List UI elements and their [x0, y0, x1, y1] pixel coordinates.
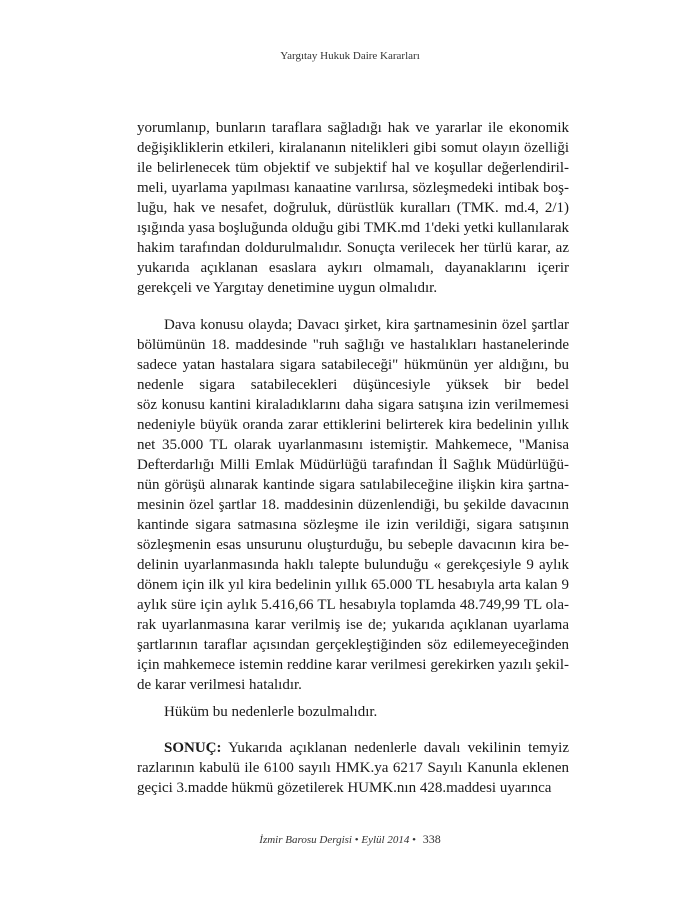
text-line	[137, 435, 569, 455]
line-text: yukarıda açıklanan esaslara aykırı olmamalı, dayanaklarını içerir	[137, 260, 569, 276]
page-footer	[0, 832, 700, 847]
line-text: Hüküm bu nedenlerle bozulmalıdır.	[164, 704, 378, 720]
text-line	[137, 475, 569, 495]
text-line	[137, 778, 569, 798]
line-text: nün görüşü alınarak kantinde sigara satılabileceğine ilişkin kira şartna-	[137, 477, 569, 493]
line-text: Yukarıda açıklanan nedenlerle davalı vekilinin temyiz	[228, 740, 569, 756]
page-number: 338	[422, 832, 441, 846]
journal-name: İzmir Barosu Dergisi	[259, 834, 352, 846]
text-line	[137, 375, 569, 395]
line-text: şartlarının taraflar açısından gerçekleştiğinden söz edilemeyeceğinden	[137, 637, 569, 653]
text-line	[137, 238, 569, 258]
conclusion-label: SONUÇ:	[164, 740, 222, 756]
text-line	[137, 315, 569, 335]
line-text: net 35.000 TL olarak uyarlanmasını istemiştir. Mahkemece, "Manisa	[137, 437, 569, 453]
text-line	[137, 178, 569, 198]
line-text: nedenle sigara satabilecekleri düşüncesiyle yüksek bir bedel	[137, 377, 569, 393]
line-text: aylık süre için aylık 5.416,66 TL hesabıyla toplamda 48.749,99 TL ola-	[137, 597, 569, 613]
text-line	[137, 335, 569, 355]
text-line	[137, 535, 569, 555]
text-line	[137, 575, 569, 595]
line-text: delinin uyarlanmasında haklı talepte bulunduğu « gerekçesiyle 9 aylık	[137, 557, 569, 573]
line-text: söz konusu kantini kiraladıklarını daha sigara satışına izin verilmemesi	[137, 397, 569, 413]
text-line	[137, 555, 569, 575]
text-line	[137, 158, 569, 178]
text-line	[137, 395, 569, 415]
text-line	[137, 595, 569, 615]
running-header: Yargıtay Hukuk Daire Kararları	[280, 50, 420, 62]
line-text: hakim tarafından doldurulmalıdır. Sonuçta verilecek her türlü karar, az	[137, 240, 569, 256]
text-line	[137, 455, 569, 475]
text-line	[137, 415, 569, 435]
line-text: değişikliklerin etkileri, kiralananın nitelikleri gibi somut olayın özelliği	[137, 140, 569, 156]
line-text: kantinde sigara satmasına sözleşme ile izin verildiği, sigara satışının	[137, 517, 569, 533]
line-text: geçici 3.madde hükmü gözetilerek HUMK.nın 428.maddesi uyarınca	[137, 780, 552, 796]
line-text: sadece yatan hastalara sigara satabileceği" hükmünün yer aldığını, bu	[137, 357, 569, 373]
text-line	[137, 758, 569, 778]
paragraph-3	[137, 702, 569, 722]
line-text: ışığında yasa boşluğunda olduğu gibi TMK.md 1'deki yetki kullanılarak	[137, 220, 569, 236]
text-line	[137, 635, 569, 655]
text-line	[137, 198, 569, 218]
text-line	[137, 355, 569, 375]
text-line	[137, 675, 569, 695]
line-text: razlarının kabulü ile 6100 sayılı HMK.ya 6217 Sayılı Kanunla eklenen	[137, 760, 569, 776]
text-line	[137, 138, 569, 158]
text-line	[137, 118, 569, 138]
line-text: gerekçeli ve Yargıtay denetimine uygun olmalıdır.	[137, 280, 438, 296]
line-text: dönem için ilk yıl kira bedelinin yıllık 65.000 TL hesabıyla arta kalan 9	[137, 577, 569, 593]
line-text: rak uyarlanmasına karar verilmiş ise de; yukarıda açıklanan uyarlama	[137, 617, 569, 633]
paragraph-2	[137, 315, 569, 695]
line-text: Dava konusu olayda; Davacı şirket, kira şartnamesinin özel şartlar	[164, 317, 569, 333]
text-line	[137, 218, 569, 238]
separator: •	[412, 834, 416, 846]
text-line	[137, 278, 569, 298]
text-line	[137, 702, 569, 722]
issue-date: Eylül 2014	[361, 834, 410, 846]
paragraph-conclusion	[137, 738, 569, 798]
line-text: de karar verilmesi hatalıdır.	[137, 677, 302, 693]
line-text: Defterdarlığı Milli Emlak Müdürlüğü tarafından İl Sağlık Müdürlüğü-	[137, 457, 569, 473]
text-line	[137, 515, 569, 535]
separator: •	[354, 834, 359, 846]
text-line	[137, 615, 569, 635]
line-text: sözleşmenin esas unsurunu oluşturduğu, bu sebeple davacının kira be-	[137, 537, 569, 553]
line-text: bölümünün 18. maddesinde "ruh sağlığı ve hastalıkları hastanelerinde	[137, 337, 569, 353]
line-text: ile belirlenecek tüm objektif ve subjektif hal ve koşullar değerlendiril-	[137, 160, 569, 176]
text-line	[137, 258, 569, 278]
text-line	[137, 655, 569, 675]
text-line	[137, 495, 569, 515]
text-line	[137, 738, 569, 758]
line-text: için mahkemece istemin reddine karar verilmesi gerekirken yazılı şekil-	[137, 657, 569, 673]
line-text: meli, uyarlama yapılması kanaatine varılırsa, sözleşmedeki intibak boş-	[137, 180, 569, 196]
line-text: luğu, hak ve nesafet, doğruluk, dürüstlük kuralları (TMK. md.4, 2/1)	[137, 200, 569, 216]
line-text: nedeniyle büyük oranda zarar ettiklerini belirterek kira bedelinin yıllık	[137, 417, 569, 433]
paragraph-1	[137, 118, 569, 298]
line-text: yorumlanıp, bunların taraflara sağladığı hak ve yararlar ile ekonomik	[137, 120, 569, 136]
line-text: mesinin özel şartlar 18. maddesinin düzenlendiği, bu şekilde davacının	[137, 497, 569, 513]
